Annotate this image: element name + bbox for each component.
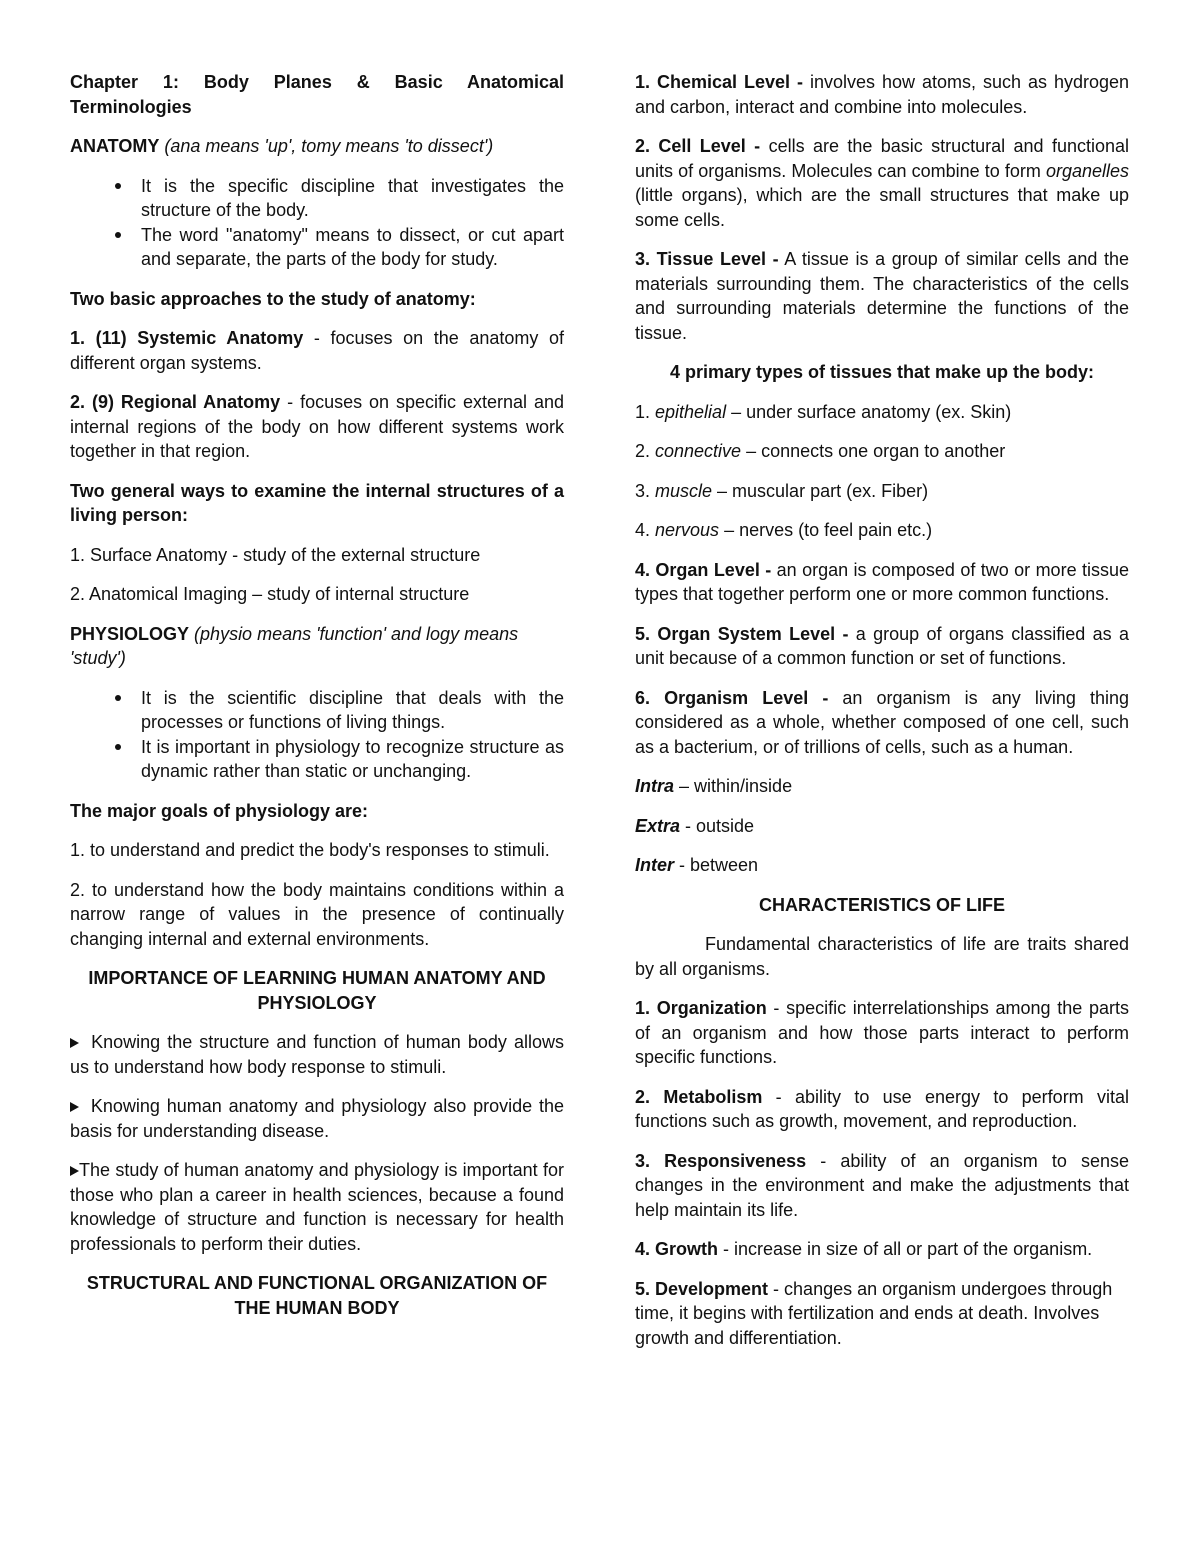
item-desc: - focuses on the anatomy of different organ systems. xyxy=(70,328,564,373)
item-label: 2. (9) Regional Anatomy xyxy=(70,392,281,412)
prefix-item: Extra - outside xyxy=(635,815,755,836)
list-item: The word "anatomy" means to dissect, or cut apart and separate, the parts of the body for study. xyxy=(141,223,564,272)
importance-heading: IMPORTANCE OF LEARNING HUMAN ANATOMY AND PHYSIOLOGY xyxy=(88,968,546,1013)
list-item: 1. to understand and predict the body's responses to stimuli. xyxy=(70,840,550,860)
left-column xyxy=(70,70,564,1335)
tissues-heading: 4 primary types of tissues that make up the body: xyxy=(669,362,1095,382)
level-item: 5. Organ System Level - a group of organs classified as a unit because of a common function or set of functions. xyxy=(635,623,1129,668)
physiology-term: PHYSIOLOGY xyxy=(70,623,190,644)
triangle-bullet-icon xyxy=(70,1038,79,1048)
list-item xyxy=(70,390,564,464)
physiology-definition-line xyxy=(70,622,564,671)
list-item: It is important in physiology to recognize structure as dynamic rather than static or unchanging. xyxy=(141,735,564,784)
physiology-bullets xyxy=(70,686,564,784)
level-item: 4. Organ Level - an organ is composed of two or more tissue types that together perform one or more common functions. xyxy=(635,559,1129,604)
list-item: Knowing the structure and function of human body allows us to understand how body response to stimuli. xyxy=(70,1032,564,1077)
level-item: 2. Cell Level - cells are the basic structural and functional units of organisms. Molecules can combine to form organelles (little organs), which are the small structures that make up some cells. xyxy=(635,136,1129,230)
level-item: 6. Organism Level - an organism is any living thing considered as a whole, whether composed of one cell, such as a bacterium, or of trillions of cells, such as a human. xyxy=(635,687,1129,757)
chapter-title: Chapter 1: Body Planes & Basic Anatomical Terminologies xyxy=(70,72,564,117)
life-intro: Fundamental characteristics of life are traits shared by all organisms. xyxy=(635,934,1129,979)
goals-heading: The major goals of physiology are: xyxy=(70,800,369,821)
life-item: 5. Development - changes an organism undergoes through time, it begins with fertilization and ends at death. Involves growth and differentiation. xyxy=(635,1278,1113,1348)
list-item: 2. to understand how the body maintains conditions within a narrow range of values in the presence of continually changing internal and external environments. xyxy=(70,879,564,949)
physiology-etymology: (physio means 'function' and logy means 'study') xyxy=(70,623,519,668)
item-label: 1. (11) Systemic Anatomy xyxy=(70,328,304,348)
triangle-bullet-icon xyxy=(70,1166,79,1176)
list-item: 2. connective – connects one organ to another xyxy=(635,441,1006,461)
right-column xyxy=(635,70,1129,1365)
anatomy-definition-line xyxy=(70,134,564,159)
life-item: 4. Growth - increase in size of all or part of the organism. xyxy=(635,1239,1093,1259)
ways-heading: Two general ways to examine the internal structures of a living person: xyxy=(70,480,564,525)
list-item: 1. Surface Anatomy - study of the external structure xyxy=(70,544,481,565)
triangle-bullet-icon xyxy=(70,1102,79,1112)
list-item: It is the scientific discipline that deals with the processes or functions of living things. xyxy=(141,686,564,735)
approaches-heading: Two basic approaches to the study of anatomy: xyxy=(70,288,476,309)
life-item: 1. Organization - specific interrelationships among the parts of an organism and how those parts interact to perform specific functions. xyxy=(635,998,1129,1067)
prefix-item: Inter - between xyxy=(635,855,759,875)
item-desc: - focuses on specific external and internal regions of the body on how different systems work together in that region. xyxy=(70,392,564,461)
structural-heading: STRUCTURAL AND FUNCTIONAL ORGANIZATION OF THE HUMAN BODY xyxy=(86,1273,548,1318)
level-item: 3. Tissue Level - A tissue is a group of similar cells and the materials surrounding them. The characteristics of the cells and surrounding materials determine the functions of the tissue. xyxy=(635,249,1129,343)
list-item xyxy=(70,326,564,375)
level-item: 1. Chemical Level - involves how atoms, such as hydrogen and carbon, interact and combine into molecules. xyxy=(635,72,1129,117)
list-item: 4. nervous – nerves (to feel pain etc.) xyxy=(635,520,933,540)
life-heading: CHARACTERISTICS OF LIFE xyxy=(759,894,1005,915)
list-item: Knowing human anatomy and physiology also provide the basis for understanding disease. xyxy=(70,1096,564,1141)
anatomy-bullets xyxy=(70,174,564,272)
list-item: It is the specific discipline that investigates the structure of the body. xyxy=(141,174,564,223)
anatomy-etymology: (ana means 'up', tomy means 'to dissect') xyxy=(164,136,494,156)
life-item: 3. Responsiveness - ability of an organism to sense changes in the environment and make the adjustments that help maintain its life. xyxy=(635,1150,1129,1220)
list-item: 1. epithelial – under surface anatomy (ex. Skin) xyxy=(635,401,1012,422)
list-item: 3. muscle – muscular part (ex. Fiber) xyxy=(635,480,929,501)
list-item: 2. Anatomical Imaging – study of internal structure xyxy=(70,584,470,604)
life-item: 2. Metabolism - ability to use energy to perform vital functions such as growth, movement, and reproduction. xyxy=(635,1086,1130,1131)
list-item: The study of human anatomy and physiology is important for those who plan a career in health sciences, because a found knowledge of structure and function is necessary for health professionals to perform their duties. xyxy=(70,1160,564,1254)
anatomy-term: ANATOMY xyxy=(70,136,160,156)
prefix-item: Intra – within/inside xyxy=(635,776,793,796)
